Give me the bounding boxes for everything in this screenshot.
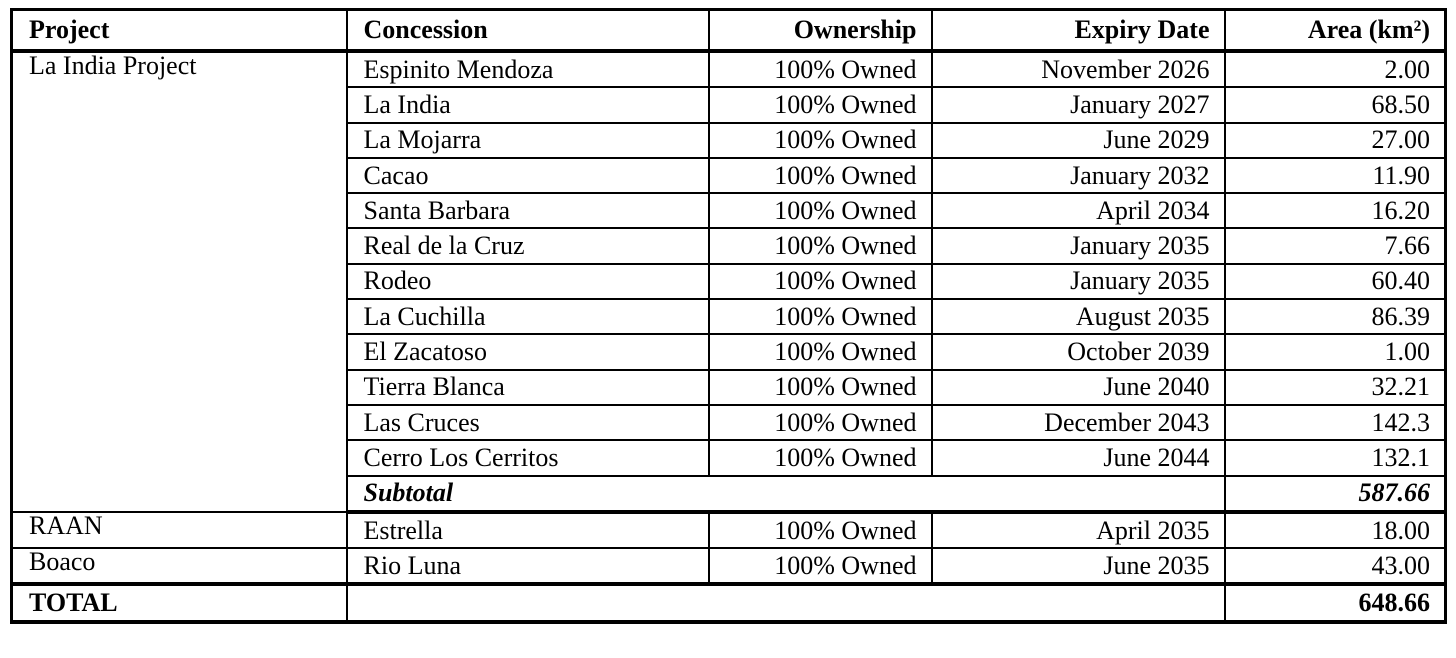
expiry-date-cell: November 2026 (932, 51, 1225, 87)
ownership-cell: 100% Owned (709, 51, 932, 87)
table-header (12, 10, 1446, 52)
concession-cell: Real de la Cruz (347, 228, 709, 263)
ownership-cell: 100% Owned (709, 405, 932, 440)
concession-cell: Santa Barbara (347, 193, 709, 228)
expiry-date-cell: January 2032 (932, 158, 1225, 193)
expiry-date-cell: December 2043 (932, 405, 1225, 440)
expiry-date-cell: October 2039 (932, 334, 1225, 369)
area-cell: 60.40 (1225, 264, 1446, 299)
ownership-cell: 100% Owned (709, 299, 932, 334)
header-concession: Concession (347, 10, 709, 52)
concession-cell: Espinito Mendoza (347, 51, 709, 87)
concession-cell: Tierra Blanca (347, 370, 709, 405)
ownership-cell: 100% Owned (709, 370, 932, 405)
header-project: Project (12, 10, 347, 52)
expiry-date-cell: August 2035 (932, 299, 1225, 334)
area-cell: 2.00 (1225, 51, 1446, 87)
concession-cell: Rodeo (347, 264, 709, 299)
header-area: Area (km²) (1225, 10, 1446, 52)
ownership-cell: 100% Owned (709, 123, 932, 158)
ownership-cell: 100% Owned (709, 228, 932, 263)
ownership-cell: 100% Owned (709, 548, 932, 584)
area-cell: 142.3 (1225, 405, 1446, 440)
expiry-date-cell: June 2044 (932, 440, 1225, 475)
header-expiry-date: Expiry Date (932, 10, 1225, 52)
concession-cell: La Cuchilla (347, 299, 709, 334)
ownership-cell: 100% Owned (709, 440, 932, 475)
area-cell: 86.39 (1225, 299, 1446, 334)
concession-cell: Las Cruces (347, 405, 709, 440)
expiry-date-cell: January 2035 (932, 264, 1225, 299)
concession-cell: Estrella (347, 512, 709, 548)
expiry-date-cell: January 2027 (932, 87, 1225, 122)
ownership-cell: 100% Owned (709, 512, 932, 548)
total-row (12, 584, 1446, 621)
table-row (12, 548, 1446, 584)
area-cell: 1.00 (1225, 334, 1446, 369)
header-row (12, 10, 1446, 52)
area-cell: 68.50 (1225, 87, 1446, 122)
area-cell: 16.20 (1225, 193, 1446, 228)
total-label: TOTAL (12, 584, 347, 621)
area-cell: 27.00 (1225, 123, 1446, 158)
concession-cell: Cacao (347, 158, 709, 193)
subtotal-area: 587.66 (1225, 476, 1446, 512)
area-cell: 43.00 (1225, 548, 1446, 584)
concession-cell: Rio Luna (347, 548, 709, 584)
concession-cell: La India (347, 87, 709, 122)
total-spacer (347, 584, 1225, 621)
project-name-cell: Boaco (12, 548, 347, 584)
table-row (12, 512, 1446, 548)
expiry-date-cell: June 2040 (932, 370, 1225, 405)
concession-cell: El Zacatoso (347, 334, 709, 369)
project-name-cell: RAAN (12, 512, 347, 548)
concessions-table (10, 8, 1447, 624)
area-cell: 7.66 (1225, 228, 1446, 263)
expiry-date-cell: January 2035 (932, 228, 1225, 263)
expiry-date-cell: April 2034 (932, 193, 1225, 228)
total-area: 648.66 (1225, 584, 1446, 621)
expiry-date-cell: June 2029 (932, 123, 1225, 158)
ownership-cell: 100% Owned (709, 193, 932, 228)
table-row (12, 51, 1446, 87)
table-body (12, 51, 1446, 622)
concession-cell: La Mojarra (347, 123, 709, 158)
header-ownership: Ownership (709, 10, 932, 52)
expiry-date-cell: June 2035 (932, 548, 1225, 584)
concession-cell: Cerro Los Cerritos (347, 440, 709, 475)
ownership-cell: 100% Owned (709, 264, 932, 299)
expiry-date-cell: April 2035 (932, 512, 1225, 548)
area-cell: 32.21 (1225, 370, 1446, 405)
ownership-cell: 100% Owned (709, 334, 932, 369)
ownership-cell: 100% Owned (709, 87, 932, 122)
area-cell: 132.1 (1225, 440, 1446, 475)
subtotal-label: Subtotal (347, 476, 1225, 512)
ownership-cell: 100% Owned (709, 158, 932, 193)
area-cell: 11.90 (1225, 158, 1446, 193)
project-name-cell: La India Project (12, 51, 347, 512)
area-cell: 18.00 (1225, 512, 1446, 548)
